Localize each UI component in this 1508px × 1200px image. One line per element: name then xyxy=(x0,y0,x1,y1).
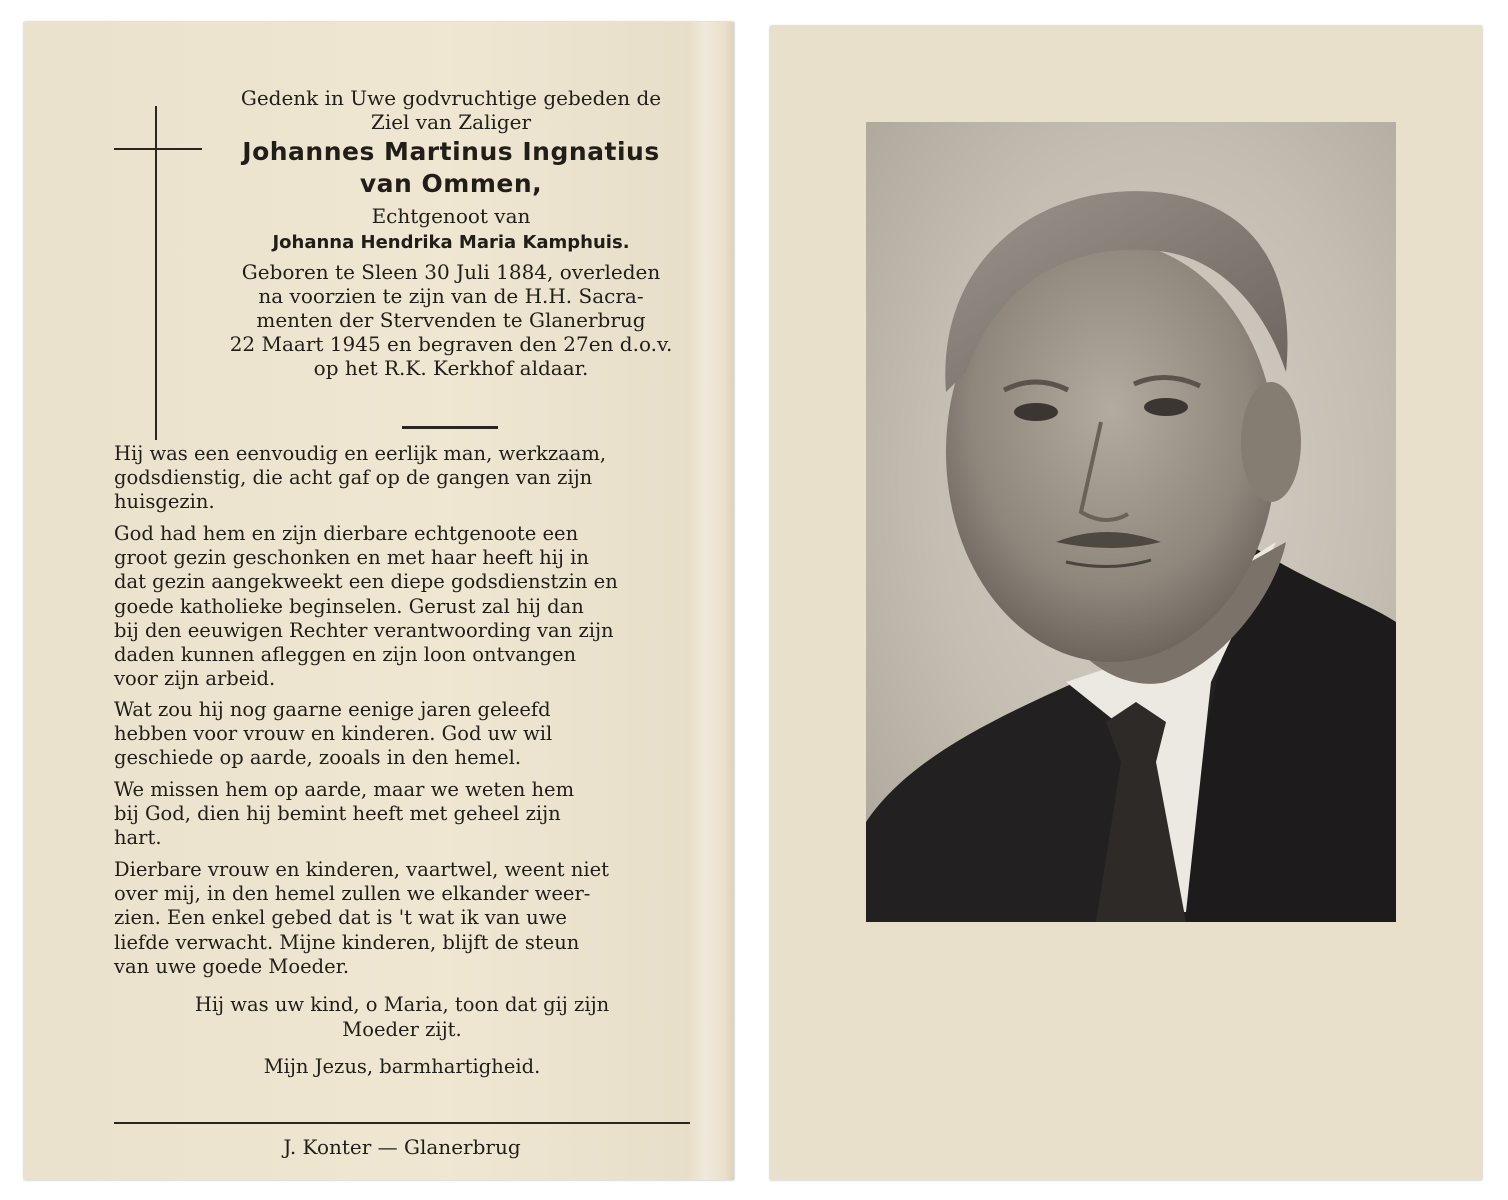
paragraph-line: geschiede op aarde, zooals in den hemel. xyxy=(114,746,522,770)
paragraph-5 xyxy=(114,858,690,979)
birth-line: na voorzien te zijn van de H.H. Sacra- xyxy=(258,284,644,308)
paragraph-line: bij God, dien hij bemint heeft met geheel zijn xyxy=(114,802,561,826)
paragraph-3 xyxy=(114,698,690,771)
birth-death-details xyxy=(184,260,718,380)
paragraph-line: liefde verwacht. Mijne kinderen, blijft de steun xyxy=(114,930,580,954)
paragraph-line: Hij was een eenvoudig en eerlijk man, werkzaam, xyxy=(114,442,607,465)
spouse-name: Johanna Hendrika Maria Kamphuis. xyxy=(272,232,630,253)
paragraph-line: goede katholieke beginselen. Gerust zal hij dan xyxy=(114,594,584,618)
cross-icon-vertical xyxy=(155,106,157,440)
paragraph-line: zien. Een enkel gebed dat is 't wat ik van uwe xyxy=(114,906,567,930)
header-line-1: Gedenk in Uwe godvruchtige gebeden de xyxy=(240,86,662,110)
paragraph-line: hart. xyxy=(114,826,162,850)
paragraph-line: daden kunnen afleggen en zijn loon ontvangen xyxy=(114,643,577,667)
paragraph-line: bij den eeuwigen Rechter verantwoording van zijn xyxy=(114,618,614,642)
portrait-photo xyxy=(866,122,1396,922)
paragraph-4 xyxy=(114,778,690,851)
footer-divider xyxy=(114,1122,690,1124)
header-divider xyxy=(402,426,498,429)
paragraph-line: dat gezin aangekweekt een diepe godsdienstzin en xyxy=(114,570,618,594)
paragraph-line: van uwe goede Moeder. xyxy=(114,954,350,978)
closing-prayer: Mijn Jezus, barmhartigheid. xyxy=(263,1055,541,1078)
paragraph-line: God had hem en zijn dierbare echtgenoote een xyxy=(114,522,579,545)
paragraph-line: huisgezin. xyxy=(114,490,215,514)
paragraph-2 xyxy=(114,522,690,691)
spouse-intro: Echtgenoot van xyxy=(371,204,531,228)
paragraph-line: Wat zou hij nog gaarne eenige jaren geleefd xyxy=(114,698,551,721)
birth-line: menten der Stervenden te Glanerbrug xyxy=(256,308,646,332)
paragraph-1 xyxy=(114,442,690,515)
birth-line: op het R.K. Kerkhof aldaar. xyxy=(313,356,589,380)
memorial-text-card xyxy=(24,22,734,1180)
closing-prayer-block xyxy=(114,992,690,1079)
deceased-name-line-1: Johannes Martinus Ingnatius xyxy=(242,137,660,166)
paragraph-line: groot gezin geschonken en met haar heeft hij in xyxy=(114,546,589,570)
printer-credit: J. Konter — Glanerbrug xyxy=(283,1135,521,1159)
portrait-card xyxy=(770,26,1482,1180)
paragraph-line: over mij, in den hemel zullen we elkander weer- xyxy=(114,882,591,906)
paragraph-line: Dierbare vrouw en kinderen, vaartwel, weent niet xyxy=(114,858,610,881)
paragraph-line: We missen hem op aarde, maar we weten hem xyxy=(114,778,575,801)
paragraph-line: hebben voor vrouw en kinderen. God uw wil xyxy=(114,722,553,746)
card-header xyxy=(184,86,718,380)
birth-line: Geboren te Sleen 30 Juli 1884, overleden xyxy=(241,260,661,284)
closing-line-2: Moeder zijt. xyxy=(342,1018,462,1041)
birth-line: 22 Maart 1945 en begraven den 27en d.o.v. xyxy=(229,332,673,356)
closing-line-1: Hij was uw kind, o Maria, toon dat gij zijn xyxy=(194,993,610,1016)
man-portrait-icon xyxy=(866,122,1396,922)
paragraph-line: godsdienstig, die acht gaf op de gangen van zijn xyxy=(114,466,593,490)
paragraph-line: voor zijn arbeid. xyxy=(114,667,276,691)
deceased-name-line-2: van Ommen, xyxy=(359,169,543,198)
header-line-2: Ziel van Zaliger xyxy=(370,110,532,134)
